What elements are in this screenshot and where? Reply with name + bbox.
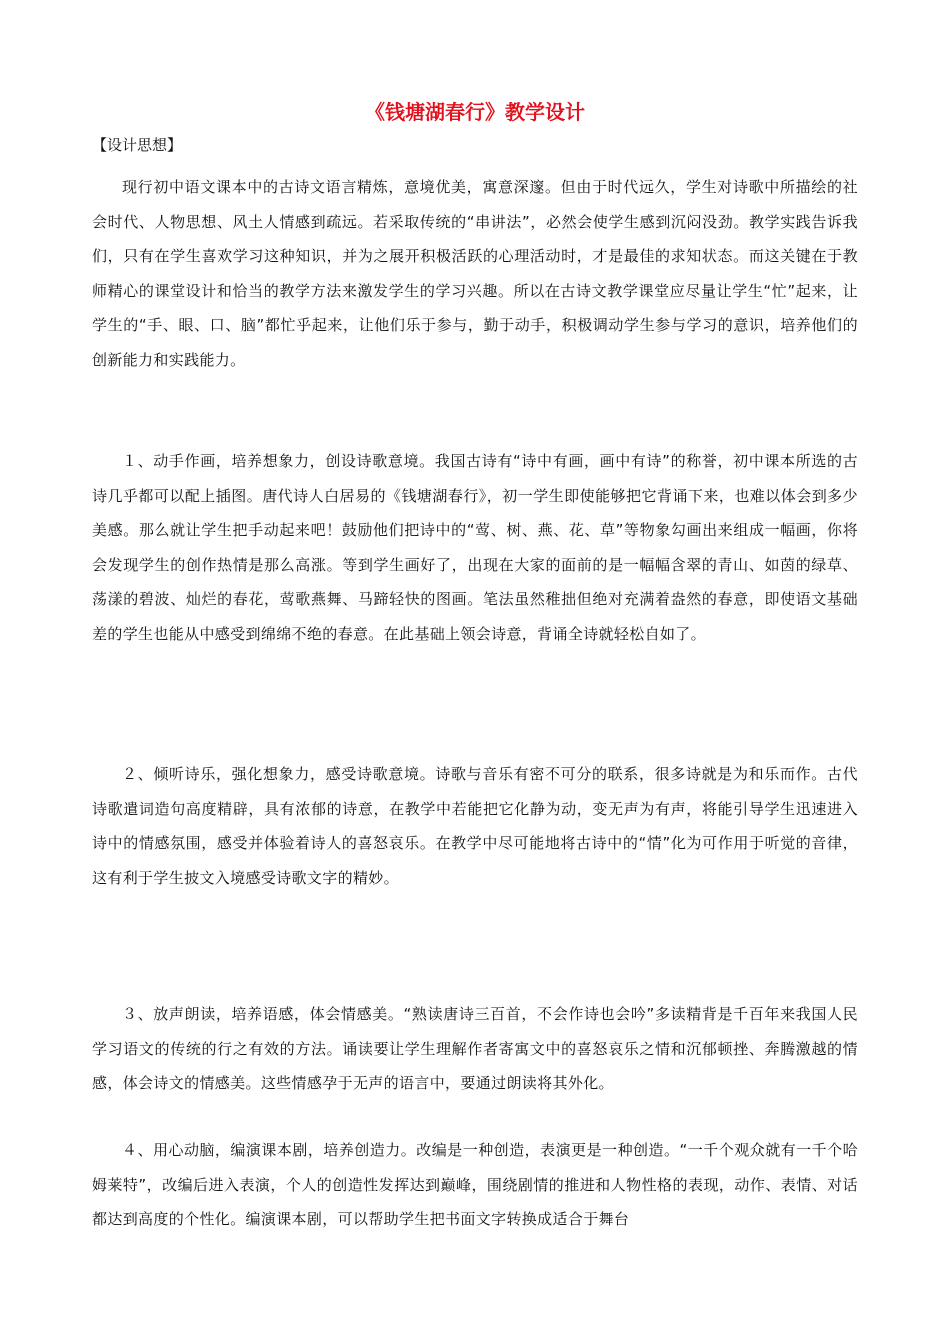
- paragraph-design-idea: 现行初中语文课本中的古诗文语言精炼，意境优美，寓意深邃。但由于时代远久，学生对诗歌中所描绘的社会时代、人物思想、风土人情感到疏远。若采取传统的“串讲法”，必然会使学生感到沉闷没劲。教学实践告诉我们，只有在学生喜欢学习这种知识，并为之展开积极活跃的心理活动时，才是最佳的求知状态。而这关键在于教师精心的课堂设计和恰当的教学方法来激发学生的学习兴趣。所以在古诗文教学课堂应尽量让学生“忙”起来，让学生的“手、眼、口、脑”都忙乎起来，让他们乐于参与，勤于动手，积极调动学生参与学习的意识，培养他们的创新能力和实践能力。: [92, 178, 858, 369]
- paragraph-point-1: １、动手作画，培养想象力，创设诗歌意境。我国古诗有“诗中有画，画中有诗”的称誉，初中课本所选的古诗几乎都可以配上插图。唐代诗人白居易的《钱塘湖春行》，初一学生即使能够把它背诵下来，也难以体会到多少美感。那么就让学生把手动起来吧！鼓励他们把诗中的“莺、树、燕、花、草”等物象勾画出来组成一幅画，你将会发现学生的创作热情是那么高涨。等到学生画好了，出现在大家的面前的是一幅幅含翠的青山、如茵的绿草、荡漾的碧波、灿烂的春花，莺歌燕舞、马蹄轻快的图画。笔法虽然稚拙但绝对充满着盎然的春意，即使语文基础差的学生也能从中感受到绵绵不绝的春意。在此基础上领会诗意，背诵全诗就轻松自如了。: [92, 452, 858, 643]
- document-title: 《钱塘湖春行》教学设计: [365, 100, 585, 124]
- paragraph-point-4: ４、用心动脑，编演课本剧，培养创造力。改编是一种创造，表演更是一种创造。“一千个观众就有一千个哈姆莱特”，改编后进入表演，个人的创造性发挥达到巅峰，围绕剧情的推进和人物性格的表现，动作、表情、对话都达到高度的个性化。编演课本剧，可以帮助学生把书面文字转换成适合于舞台: [92, 1141, 858, 1228]
- paragraph-point-2: ２、倾听诗乐，强化想象力，感受诗歌意境。诗歌与音乐有密不可分的联系，很多诗就是为和乐而作。古代诗歌遣词造句高度精辟，具有浓郁的诗意，在教学中若能把它化静为动，变无声为有声，将能引导学生迅速进入诗中的情感氛围，感受并体验着诗人的喜怒哀乐。在教学中尽可能地将古诗中的“情”化为可作用于听觉的音律，这有利于学生披文入境感受诗歌文字的精妙。: [92, 765, 858, 887]
- section-heading: 【设计思想】: [92, 136, 183, 154]
- paragraph-point-3: ３、放声朗读，培养语感，体会情感美。“熟读唐诗三百首，不会作诗也会吟”多读精背是千百年来我国人民学习语文的传统的行之有效的方法。诵读要让学生理解作者寄寓文中的喜怒哀乐之情和沉郁顿挫、奔腾激越的情感，体会诗文的情感美。这些情感孕于无声的语言中，要通过朗读将其外化。: [92, 1005, 858, 1092]
